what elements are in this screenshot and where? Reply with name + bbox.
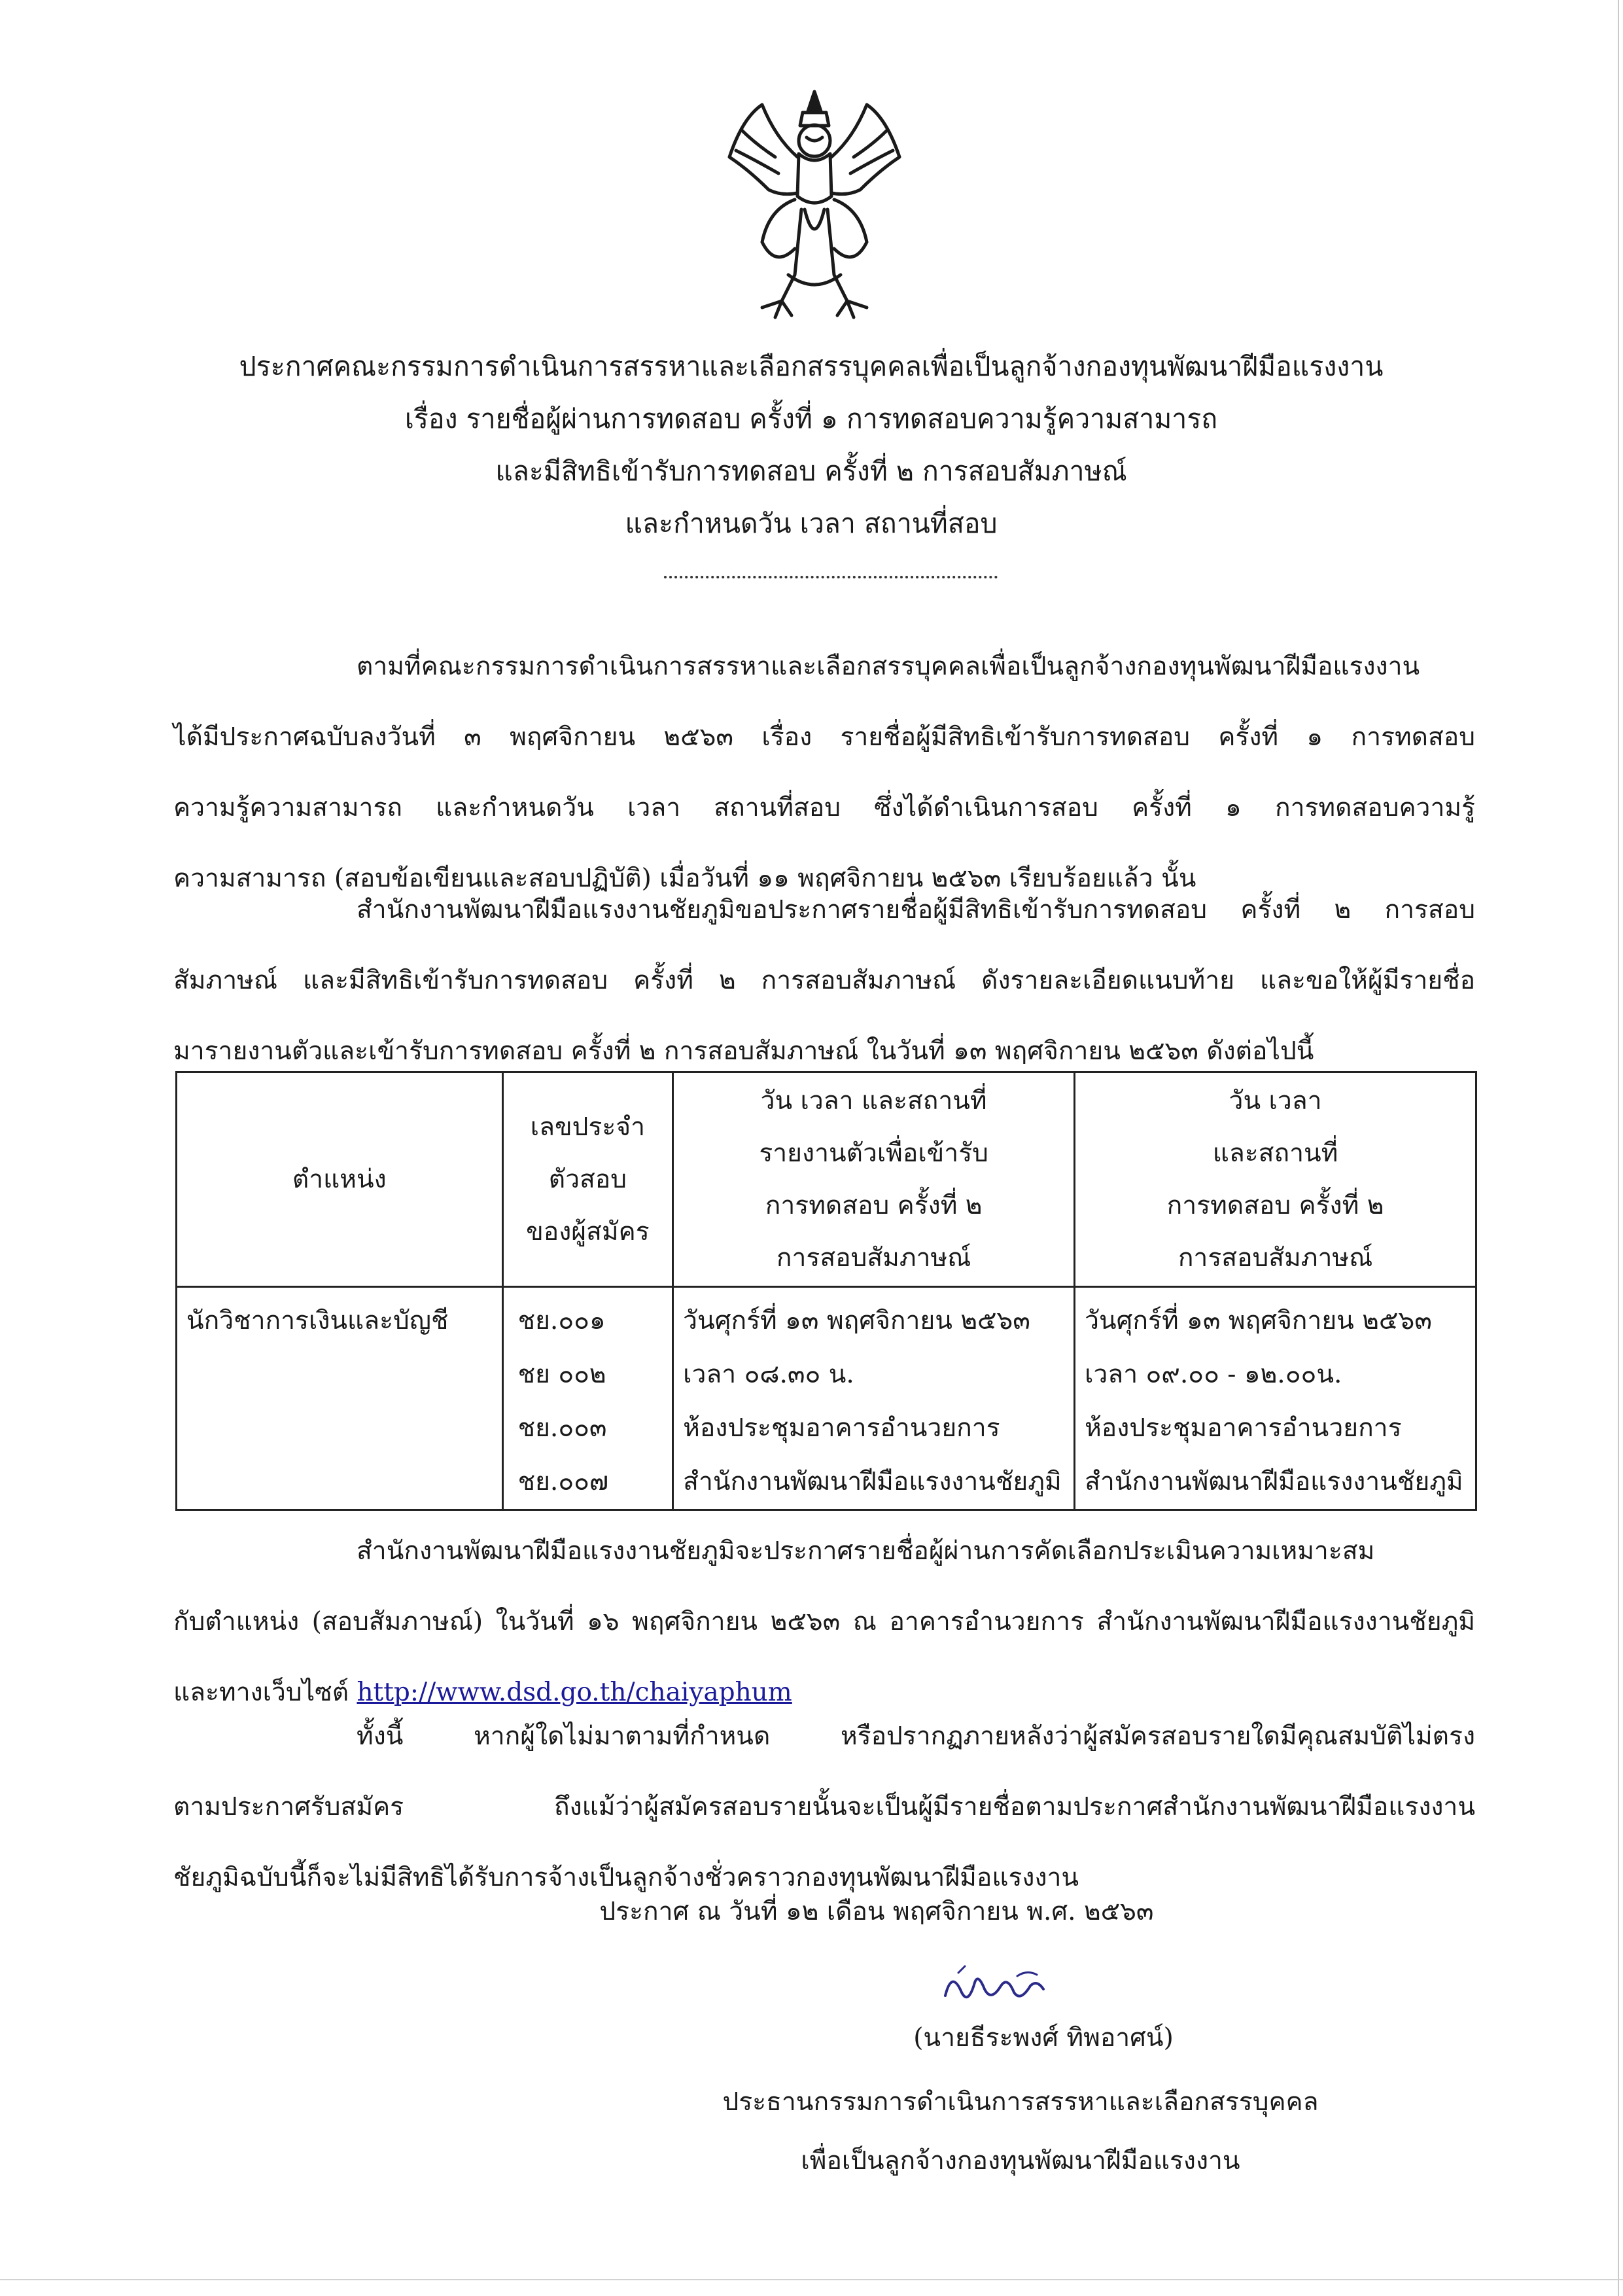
paragraph-line: ความรู้ความสามารถ และกำหนดวัน เวลา สถานที่สอบ ซึ่งได้ดำเนินการสอบ ครั้งที่ ๑ การทดสอบความรู้ [173,793,1475,822]
paragraph-line: ตามประกาศรับสมัคร ถึงแม้ว่าผู้สมัครสอบรายนั้นจะเป็นผู้มีรายชื่อตามประกาศสำนักงานพัฒนาฝีมือแรงงาน [173,1792,1475,1822]
header-exam-time: วัน เวลา และสถานที่ การทดสอบ ครั้งที่ ๒ การสอบสัมภาษณ์ [1075,1072,1476,1287]
signature-icon [939,1956,1063,2015]
cell-report-details: วันศุกร์ที่ ๑๓ พฤศจิกายน ๒๕๖๓ เวลา ๐๘.๓๐ น. ห้องประชุมอาคารอำนวยการ สำนักงานพัฒนาฝีมือแรงงานชัยภูมิ [673,1287,1075,1510]
page-edge [1618,0,1619,2296]
paragraph-announcement [173,875,1475,1087]
paragraph-conditions [173,1701,1475,1913]
header-line: และมีสิทธิเข้ารับการทดสอบ ครั้งที่ ๒ การสอบสัมภาษณ์ [495,455,1127,487]
header-line: ประกาศคณะกรรมการดำเนินการสรรหาและเลือกสรรบุคคลเพื่อเป็นลูกจ้างกองทุนพัฒนาฝีมือแรงงาน [239,351,1384,382]
paragraph-line: ทั้งนี้ หากผู้ใดไม่มาตามที่กำหนด หรือปรากฏภายหลังว่าผู้สมัครสอบรายใดมีคุณสมบัติไม่ตรง [357,1722,1475,1751]
paragraph-background [173,631,1475,914]
signer-title: ประธานกรรมการดำเนินการสรรหาและเลือกสรรบุคคล [722,2087,1319,2117]
website-prefix: และทางเว็บไซต์ [173,1678,357,1707]
header-line: เรื่อง รายชื่อผู้ผ่านการทดสอบ ครั้งที่ ๑ การทดสอบความรู้ความสามารถ [404,403,1218,434]
cell-exam-details: วันศุกร์ที่ ๑๓ พฤศจิกายน ๒๕๖๓ เวลา ๐๙.๐๐ - ๑๒.๐๐น. ห้องประชุมอาคารอำนวยการ สำนักงานพัฒนาฝีมือแรงงานชัยภูมิ [1075,1287,1476,1510]
paragraph-line: ตามที่คณะกรรมการดำเนินการสรรหาและเลือกสรรบุคคลเพื่อเป็นลูกจ้างกองทุนพัฒนาฝีมือแรงงาน [357,652,1420,681]
header-applicant-id: เลขประจำ ตัวสอบ ของผู้สมัคร [502,1072,673,1287]
table-header-row [177,1072,1476,1287]
paragraph-line: สำนักงานพัฒนาฝีมือแรงงานชัยภูมิขอประกาศรายชื่อผู้มีสิทธิเข้ารับการทดสอบ ครั้งที่ ๒ การสอบ [357,895,1475,925]
cell-position: นักวิชาการเงินและบัญชี [177,1287,503,1510]
paragraph-line: ได้มีประกาศฉบับลงวันที่ ๓ พฤศจิกายน ๒๕๖๓ เรื่อง รายชื่อผู้มีสิทธิเข้ารับการทดสอบ ครั้งที่ ๑ การทดสอบ [173,722,1475,752]
header-line: และกำหนดวัน เวลา สถานที่สอบ [625,508,998,539]
page-edge [0,2279,1623,2280]
signer-block [589,2009,1452,2191]
announce-date: ประกาศ ณ วันที่ ๑๒ เดือน พฤศจิกายน พ.ศ. ๒๕๖๓ [599,1897,1154,1926]
paragraph-line: กับตำแหน่ง (สอบสัมภาษณ์) ในวันที่ ๑๖ พฤศจิกายน ๒๕๖๓ ณ อาคารอำนวยการ สำนักงานพัฒนาฝีมือแรงงานชัยภูมิ [173,1607,1475,1636]
paragraph-line: ความสามารถ (สอบข้อเขียนและสอบปฏิบัติ) เมื่อวันที่ ๑๑ พฤศจิกายน ๒๕๖๓ เรียบร้อยแล้ว นั้น [173,864,1196,893]
paragraph-line: สัมภาษณ์ และมีสิทธิเข้ารับการทดสอบ ครั้งที่ ๒ การสอบสัมภาษณ์ ดังรายละเอียดแนบท้าย และขอให้ผู้มีรายชื่อ [173,966,1475,995]
signer-title: เพื่อเป็นลูกจ้างกองทุนพัฒนาฝีมือแรงงาน [801,2146,1240,2176]
paragraph-line: ชัยภูมิฉบับนี้ก็จะไม่มีสิทธิได้รับการจ้างเป็นลูกจ้างชั่วคราวกองทุนพัฒนาฝีมือแรงงาน [173,1863,1079,1892]
garuda-emblem-icon [716,79,913,327]
announcement-header [92,340,1531,550]
cell-applicant-ids: ชย.๐๐๑ ชย ๐๐๒ ชย.๐๐๓ ชย.๐๐๗ [502,1287,673,1510]
paragraph-line: สำนักงานพัฒนาฝีมือแรงงานชัยภูมิจะประกาศรายชื่อผู้ผ่านการคัดเลือกประเมินความเหมาะสม [357,1536,1375,1566]
paragraph-result-announcement [173,1516,1475,1728]
paragraph-line: มารายงานตัวและเข้ารับการทดสอบ ครั้งที่ ๒ การสอบสัมภาษณ์ ในวันที่ ๑๓ พฤศจิกายน ๒๕๖๓ ดังต่อไปนี้ [173,1036,1314,1066]
signer-name: (นายธีระพงศ์ ทิพอาศน์) [913,2023,1174,2053]
header-position: ตำแหน่ง [177,1072,503,1287]
table-row [177,1287,1476,1510]
website-link[interactable]: http://www.dsd.go.th/chaiyaphum [357,1678,792,1707]
dotted-divider [664,576,998,578]
header-report-time: วัน เวลา และสถานที่ รายงานตัวเพื่อเข้ารับ การทดสอบ ครั้งที่ ๒ การสอบสัมภาษณ์ [673,1072,1075,1287]
schedule-table [175,1071,1477,1511]
